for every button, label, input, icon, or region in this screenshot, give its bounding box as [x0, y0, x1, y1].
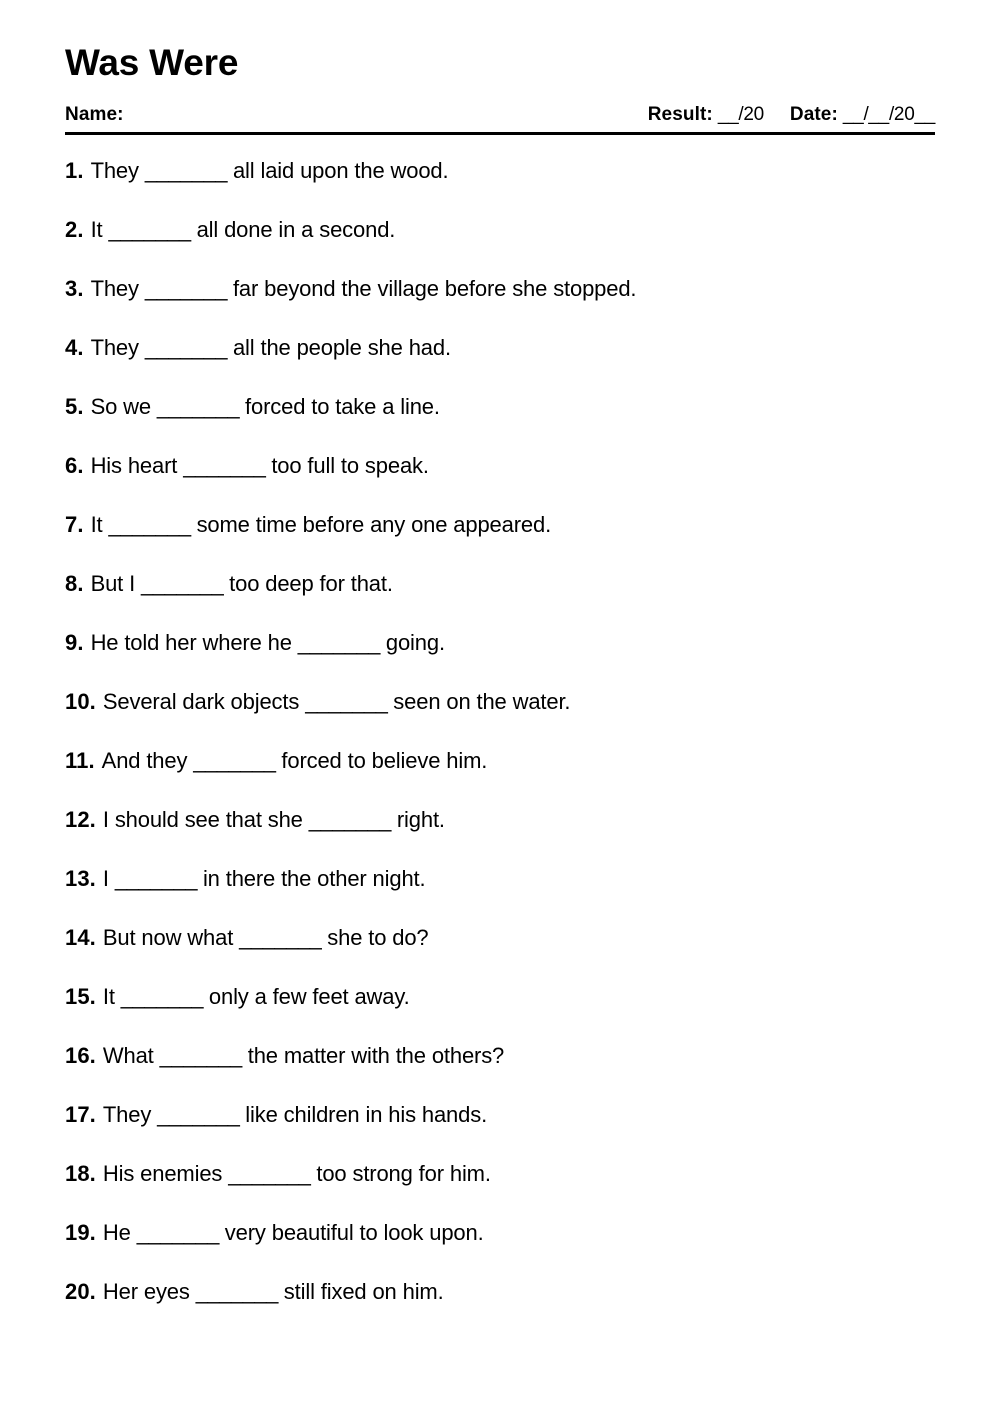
question-text-after: only a few feet away. — [202, 984, 410, 1009]
question-item — [65, 454, 935, 513]
question-item — [65, 277, 935, 336]
question-item — [65, 926, 935, 985]
question-text-after: all laid upon the wood. — [227, 158, 449, 183]
question-text-before: It — [90, 217, 109, 242]
question-text-before: They — [90, 158, 145, 183]
question-text-before: But I — [90, 571, 142, 596]
question-item — [65, 749, 935, 808]
question-number: 17. — [65, 1102, 96, 1127]
question-text-before: It — [102, 984, 121, 1009]
question-number: 15. — [65, 984, 96, 1009]
question-item — [65, 1280, 935, 1339]
answer-blank[interactable]: _______ — [159, 1043, 242, 1068]
question-text-before: And they — [101, 748, 194, 773]
question-text-after: forced to take a line. — [239, 394, 440, 419]
question-item — [65, 336, 935, 395]
question-text-after: she to do? — [321, 925, 429, 950]
question-text-before: But now what — [102, 925, 240, 950]
question-text-after: seen on the water. — [387, 689, 571, 714]
question-text-after: like children in his hands. — [239, 1102, 488, 1127]
question-text-after: far beyond the village before she stopped. — [227, 276, 637, 301]
question-text — [103, 926, 429, 949]
question-item — [65, 1221, 935, 1280]
answer-blank[interactable]: _______ — [120, 984, 203, 1009]
question-number: 14. — [65, 925, 96, 950]
answer-blank[interactable]: _______ — [156, 394, 240, 419]
answer-blank[interactable]: _______ — [228, 1161, 311, 1186]
question-number: 2. — [65, 217, 84, 242]
header-divider — [65, 132, 935, 135]
question-number: 10. — [65, 689, 96, 714]
question-item — [65, 1044, 935, 1103]
question-text-before: It — [90, 512, 109, 537]
question-number: 18. — [65, 1161, 96, 1186]
answer-blank[interactable]: _______ — [183, 453, 266, 478]
question-item — [65, 513, 935, 572]
name-label: Name: — [65, 104, 124, 125]
answer-blank[interactable]: _______ — [308, 807, 391, 832]
question-number: 1. — [65, 158, 84, 183]
question-text-after: too strong for him. — [310, 1161, 491, 1186]
question-item — [65, 218, 935, 277]
question-text-after: very beautiful to look upon. — [218, 1220, 484, 1245]
question-item — [65, 690, 935, 749]
question-item — [65, 985, 935, 1044]
question-text — [103, 867, 426, 890]
question-number: 12. — [65, 807, 96, 832]
question-number: 11. — [65, 748, 95, 773]
result-field — [648, 104, 764, 126]
answer-blank[interactable]: _______ — [136, 1220, 219, 1245]
question-text-before: Several dark objects — [102, 689, 306, 714]
question-text — [103, 1280, 444, 1303]
question-text — [91, 277, 637, 300]
result-label: Result: — [647, 104, 713, 125]
page-title: Was Were — [65, 42, 239, 83]
question-text — [103, 1162, 491, 1185]
question-text-after: some time before any one appeared. — [190, 512, 552, 537]
question-text-before: Her eyes — [102, 1279, 196, 1304]
question-text-after: the matter with the others? — [241, 1043, 505, 1068]
question-text-after: too full to speak. — [265, 453, 429, 478]
answer-blank[interactable]: _______ — [305, 689, 388, 714]
question-text — [91, 513, 551, 536]
answer-blank[interactable]: _______ — [114, 866, 197, 891]
question-number: 13. — [65, 866, 96, 891]
question-text-after: in there the other night. — [196, 866, 426, 891]
question-text — [91, 159, 449, 182]
question-text — [91, 395, 440, 418]
question-text-before: They — [90, 276, 145, 301]
question-item — [65, 395, 935, 454]
question-item — [65, 631, 935, 690]
question-text — [103, 1044, 504, 1067]
answer-blank[interactable]: _______ — [239, 925, 322, 950]
answer-blank[interactable]: _______ — [141, 571, 224, 596]
date-value: __/__/20__ — [842, 104, 935, 125]
question-text — [91, 631, 445, 654]
question-text-after: right. — [390, 807, 445, 832]
question-text-after: all done in a second. — [190, 217, 396, 242]
question-number: 20. — [65, 1279, 96, 1304]
question-item — [65, 808, 935, 867]
question-text-before: They — [102, 1102, 158, 1127]
question-text-after: still fixed on him. — [277, 1279, 444, 1304]
question-text-after: forced to believe him. — [275, 748, 488, 773]
question-item — [65, 867, 935, 926]
question-number: 9. — [65, 630, 84, 655]
question-number: 8. — [65, 571, 84, 596]
question-text-before: He — [102, 1220, 137, 1245]
question-number: 6. — [65, 453, 84, 478]
question-text — [103, 690, 571, 713]
question-text — [91, 218, 396, 241]
question-text — [102, 749, 488, 772]
question-text-before: They — [90, 335, 145, 360]
answer-blank[interactable]: _______ — [157, 1102, 240, 1127]
question-item — [65, 159, 935, 218]
answer-blank[interactable]: _______ — [193, 748, 276, 773]
question-text-before: I — [102, 866, 115, 891]
question-text-before: His heart — [90, 453, 184, 478]
header-fields — [648, 104, 935, 126]
answer-blank[interactable]: _______ — [297, 630, 380, 655]
question-text-before: I should see that she — [102, 807, 309, 832]
question-text-after: going. — [379, 630, 445, 655]
answer-blank[interactable]: _______ — [144, 335, 227, 360]
question-number: 7. — [65, 512, 84, 537]
question-text-before: His enemies — [102, 1161, 229, 1186]
question-text — [103, 985, 410, 1008]
worksheet-header — [65, 104, 935, 126]
question-number: 19. — [65, 1220, 96, 1245]
answer-blank[interactable]: _______ — [108, 217, 191, 242]
question-number: 5. — [65, 394, 84, 419]
answer-blank[interactable]: _______ — [195, 1279, 278, 1304]
question-item — [65, 1162, 935, 1221]
question-text — [91, 572, 393, 595]
question-text-before: So we — [90, 394, 157, 419]
date-field — [790, 104, 935, 126]
question-text — [91, 336, 451, 359]
answer-blank[interactable]: _______ — [144, 276, 227, 301]
question-text-after: all the people she had. — [227, 335, 451, 360]
question-text-after: too deep for that. — [223, 571, 393, 596]
question-item — [65, 572, 935, 631]
question-text-before: What — [102, 1043, 160, 1068]
question-number: 4. — [65, 335, 84, 360]
question-text — [103, 1221, 484, 1244]
question-text-before: He told her where he — [90, 630, 298, 655]
question-item — [65, 1103, 935, 1162]
date-label: Date: — [789, 104, 838, 125]
question-text — [103, 808, 445, 831]
answer-blank[interactable]: _______ — [108, 512, 191, 537]
question-number: 3. — [65, 276, 84, 301]
result-value: __/20 — [717, 104, 764, 125]
question-list — [65, 159, 935, 1339]
question-text — [91, 454, 429, 477]
question-number: 16. — [65, 1043, 96, 1068]
answer-blank[interactable]: _______ — [144, 158, 227, 183]
question-text — [103, 1103, 487, 1126]
